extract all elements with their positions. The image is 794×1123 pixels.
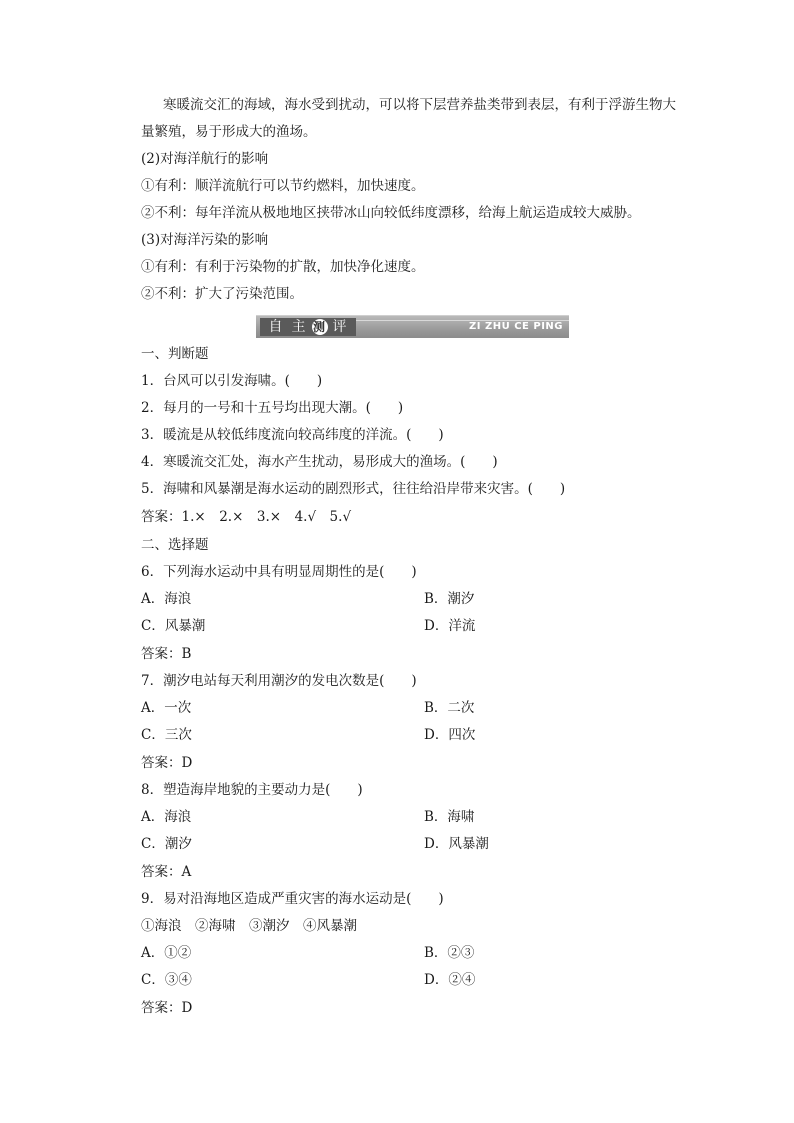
judgment-item-2: 2．每月的一号和十五号均出现大潮。( ): [141, 400, 404, 416]
heading-pollution-impact: (3)对海洋污染的影响: [141, 232, 269, 248]
question-8-option-d: D．风暴潮: [424, 836, 489, 852]
judgment-item-1: 1．台风可以引发海啸。( ): [141, 373, 323, 389]
banner-char-3: 测: [312, 320, 326, 334]
banner-char-1: 自: [268, 319, 284, 335]
judgment-item-3: 3．暖流是从较低纬度流向较高纬度的洋流。( ): [141, 427, 444, 443]
question-9-option-b: B．②③: [424, 945, 475, 961]
banner-title: [260, 318, 356, 336]
question-8-answer: 答案：A: [141, 864, 192, 880]
intro-paragraph-line-2: 量繁殖，易于形成大的渔场。: [141, 124, 317, 140]
question-9-option-c: C．③④: [141, 972, 192, 988]
question-6-option-c: C．风暴潮: [141, 618, 206, 634]
navigation-disadvantage: ②不利：每年洋流从极地地区挟带冰山向较低纬度漂移，给海上航运造成较大威胁。: [141, 205, 641, 221]
question-6-option-b: B．潮汐: [424, 591, 475, 607]
question-9-items: ①海浪 ②海啸 ③潮汐 ④风暴潮: [141, 918, 357, 934]
banner-char-4: 评: [332, 319, 348, 335]
question-8-stem: 8．塑造海岸地貌的主要动力是( ): [141, 782, 363, 798]
navigation-advantage: ①有利：顺洋流航行可以节约燃料，加快速度。: [141, 178, 425, 194]
pollution-advantage: ①有利：有利于污染物的扩散，加快净化速度。: [141, 259, 425, 275]
question-7-option-d: D．四次: [424, 727, 476, 743]
question-6-option-a: A．海浪: [141, 591, 192, 607]
question-7-option-b: B．二次: [424, 700, 475, 716]
judgment-answer: 答案：1.× 2.× 3.× 4.√ 5.√: [141, 509, 352, 525]
judgment-item-5: 5．海啸和风暴潮是海水运动的剧烈形式，往往给沿岸带来灾害。( ): [141, 481, 566, 497]
question-7-option-c: C．三次: [141, 727, 192, 743]
section-title-judgment: 一、判断题: [141, 346, 209, 362]
question-6-answer: 答案：B: [141, 646, 192, 662]
question-7-stem: 7．潮汐电站每天利用潮汐的发电次数是( ): [141, 673, 417, 689]
heading-navigation-impact: (2)对海洋航行的影响: [141, 151, 269, 167]
question-9-answer: 答案：D: [141, 1000, 193, 1016]
question-9-option-a: A．①②: [141, 945, 192, 961]
question-7-answer: 答案：D: [141, 755, 193, 771]
banner-pinyin: ZI ZHU CE PING: [469, 321, 563, 332]
intro-paragraph-line-1: 寒暖流交汇的海域，海水受到扰动，可以将下层营养盐类带到表层，有利于浮游生物大: [163, 97, 676, 113]
question-6-stem: 6．下列海水运动中具有明显周期性的是( ): [141, 564, 417, 580]
question-7-option-a: A．一次: [141, 700, 192, 716]
question-6-option-d: D．洋流: [424, 618, 476, 634]
judgment-item-4: 4．寒暖流交汇处，海水产生扰动，易形成大的渔场。( ): [141, 454, 498, 470]
section-title-choice: 二、选择题: [141, 537, 209, 553]
question-8-option-c: C．潮汐: [141, 836, 192, 852]
question-9-stem: 9．易对沿海地区造成严重灾害的海水运动是( ): [141, 891, 444, 907]
question-8-option-b: B．海啸: [424, 809, 475, 825]
pollution-disadvantage: ②不利：扩大了污染范围。: [141, 286, 303, 302]
question-9-option-d: D．②④: [424, 972, 476, 988]
question-8-option-a: A．海浪: [141, 809, 192, 825]
section-banner: [256, 315, 569, 338]
banner-char-2: 主: [291, 319, 307, 335]
